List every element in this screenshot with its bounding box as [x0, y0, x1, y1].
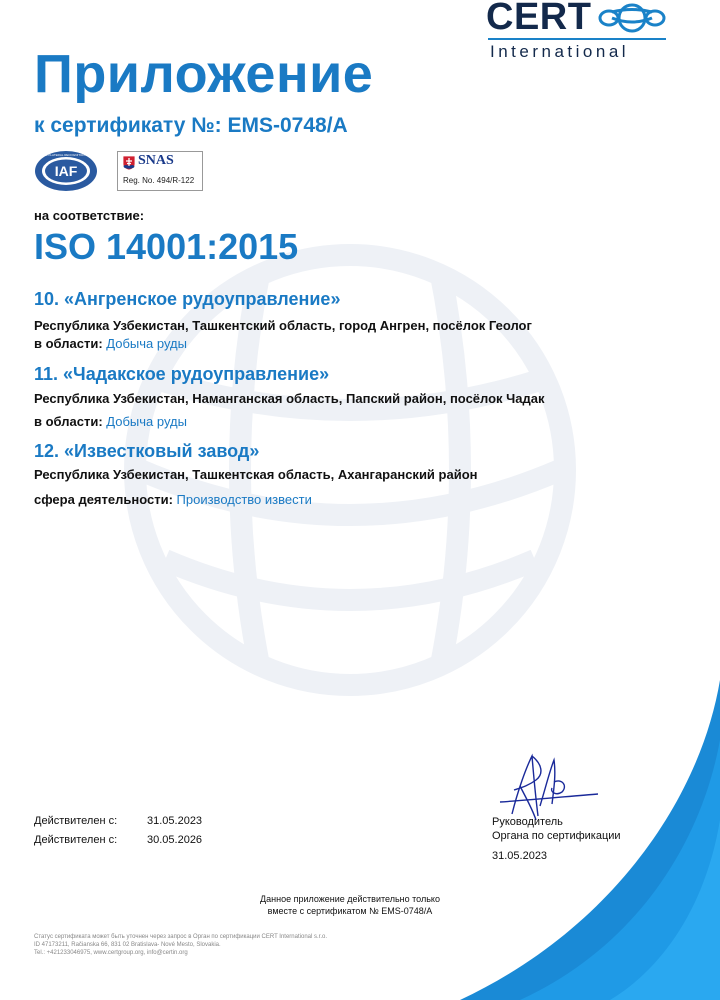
iaf-ring-text: MEMBER OF MULTILATERAL RECOGNITION ARRANGEMENT — [22, 153, 110, 157]
globe-icon — [598, 2, 668, 36]
entity-name: 12. «Известковый завод» — [34, 441, 260, 461]
iaf-badge — [22, 150, 110, 197]
logo-divider — [488, 38, 666, 40]
entity-address: Республика Узбекистан, Ташкентская область, Ахангаранский район — [34, 467, 478, 482]
valid-from-date: 31.05.2023 — [147, 815, 203, 827]
footer-line1: Статус сертификата может быть уточнен через запрос в Орган по сертификации CERT International s.r.o. — [34, 934, 327, 940]
valid-from — [34, 815, 203, 827]
entity-name: 11. «Чадакское рудоуправление» — [34, 364, 330, 384]
logo-brand: CERT — [486, 0, 592, 38]
corner-wave-decoration — [460, 680, 720, 1000]
scope-value: Добыча руды — [106, 414, 187, 429]
signatory-title-line2: Органа по сертификации — [492, 830, 621, 842]
valid-to-label: Действителен с: — [34, 834, 118, 846]
valid-to-date: 30.05.2026 — [147, 834, 203, 846]
scope-value: Производство извести — [176, 492, 312, 507]
scope-label: в области: — [34, 414, 103, 429]
validity-note-line1: Данное приложение действительно только — [260, 894, 440, 904]
cert-international-logo — [486, 0, 676, 64]
logo-subtitle: International — [490, 42, 630, 61]
entity-scope — [34, 336, 187, 351]
entity-name: 10. «Ангренское рудоуправление» — [34, 289, 341, 309]
snas-badge — [117, 151, 203, 191]
signature-date: 31.05.2023 — [492, 850, 548, 862]
slovakia-shield-icon — [122, 155, 136, 171]
iaf-label: IAF — [54, 163, 78, 179]
valid-from-label: Действителен с: — [34, 815, 118, 827]
scope-label: сфера деятельности: — [34, 492, 173, 507]
snas-registration: Reg. No. 494/R-122 — [123, 176, 195, 185]
iaf-emblem — [22, 150, 110, 192]
standard-title: ISO 14001:2015 — [34, 226, 299, 267]
entity-scope — [34, 492, 312, 507]
valid-to — [34, 834, 203, 846]
scope-label: в области: — [34, 336, 103, 351]
snas-name: SNAS — [138, 153, 174, 168]
footer-contacts — [34, 933, 327, 957]
signatory-title-line1: Руководитель — [492, 816, 563, 828]
footer-line2: ID 47173211, Račianska 66, 831 02 Bratislava- Nové Mesto, Slovakia. — [34, 942, 221, 948]
validity-note-line2: вместе с сертификатом № EMS-0748/A — [267, 906, 433, 916]
footer-line3: Tel.: +421233046975, www.certgroup.org, info@certin.org — [34, 950, 188, 956]
scope-value: Добыча руды — [106, 336, 187, 351]
certificate-reference: к сертификату №: EMS-0748/A — [34, 114, 348, 137]
entity-address: Республика Узбекистан, Наманганская область, Папский район, посёлок Чадак — [34, 391, 545, 406]
entity-scope — [34, 414, 187, 429]
compliance-label: на соответствие: — [34, 208, 145, 223]
entity-address: Республика Узбекистан, Ташкентский область, город Ангрен, посёлок Геолог — [34, 318, 532, 333]
page-title: Приложение — [34, 44, 374, 104]
